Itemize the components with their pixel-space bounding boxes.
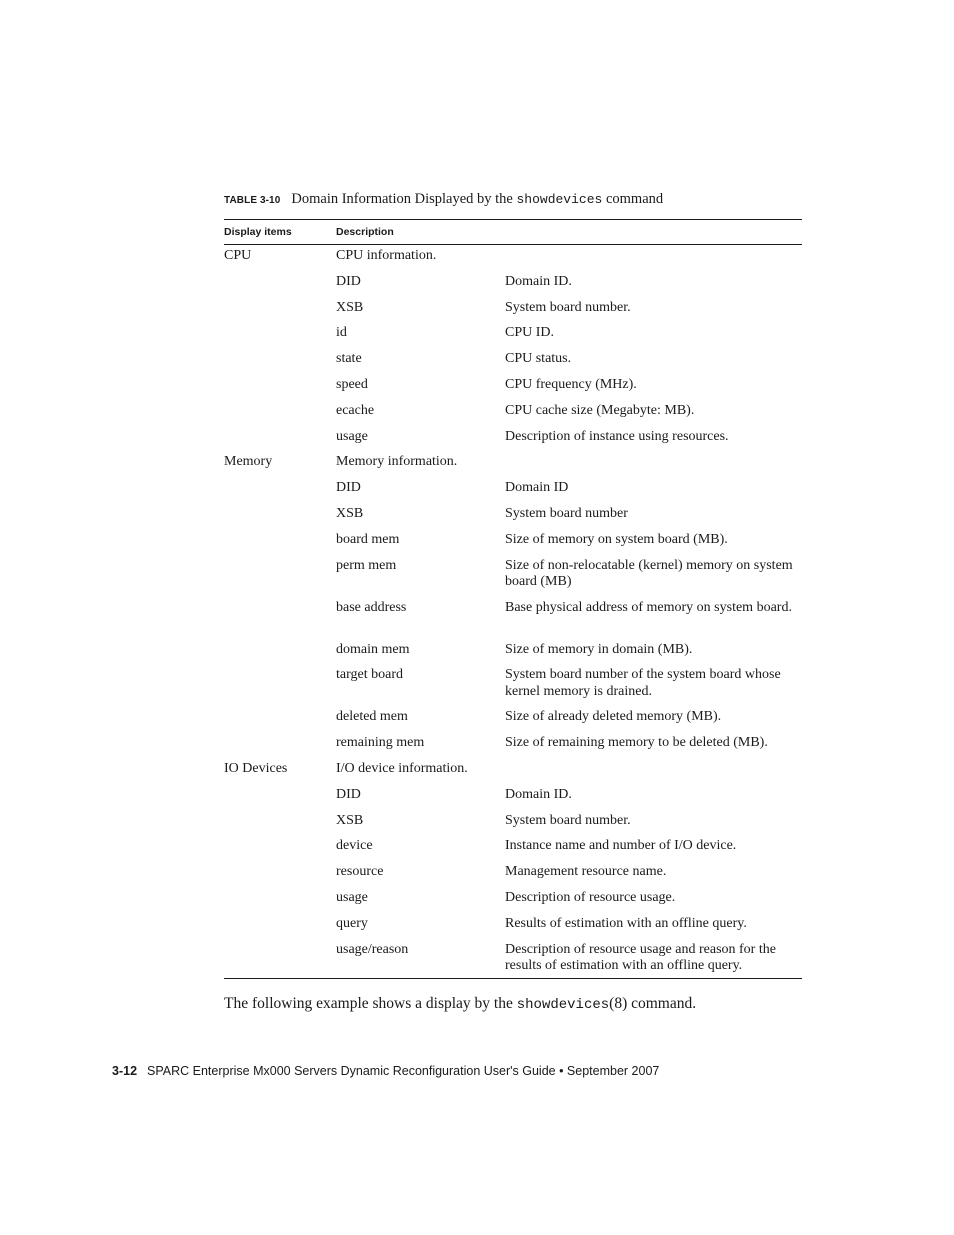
page-number: 3-12 (112, 1064, 138, 1078)
field-description-cell: Instance name and number of I/O device. (505, 838, 737, 854)
caption-text-before: Domain Information Displayed by the (291, 191, 517, 207)
body-text-after: (8) command. (609, 995, 697, 1012)
display-item-cell: Memory (224, 454, 273, 470)
field-description-cell: Size of already deleted memory (MB). (505, 709, 722, 725)
body-paragraph (224, 995, 696, 1013)
section-description-cell: CPU information. (336, 248, 437, 263)
field-name-cell: usage (336, 890, 368, 905)
field-name-cell: DID (336, 273, 361, 289)
field-description-cell: Domain ID. (505, 786, 572, 802)
field-name-cell: XSB (336, 506, 364, 521)
caption-command: showdevices (516, 192, 603, 207)
field-name-cell: XSB (336, 812, 364, 828)
table-caption (224, 191, 824, 208)
table-top-rule (224, 219, 802, 220)
field-description-cell: CPU status. (505, 351, 572, 367)
field-description-cell: Results of estimation with an offline query. (505, 915, 747, 931)
section-description-cell: Memory information. (336, 454, 458, 470)
field-name-cell: board mem (336, 531, 400, 547)
field-description-cell: Base physical address of memory on system board. (505, 599, 792, 615)
table-number: TABLE 3-10 (224, 195, 281, 206)
field-description-cell: Description of instance using resources. (505, 428, 729, 444)
field-name-cell: state (336, 351, 362, 367)
field-name-cell: ecache (336, 402, 375, 418)
field-name-cell: DID (336, 480, 361, 496)
field-description-cell: CPU cache size (Megabyte: MB). (505, 402, 695, 418)
field-name-cell: domain mem (336, 641, 410, 657)
field-name-cell: XSB (336, 299, 364, 315)
field-name-cell: device (336, 838, 373, 854)
display-item-cell: CPU (224, 248, 252, 263)
caption-text-after: command (602, 191, 664, 207)
field-description-cell: System board number. (505, 299, 631, 315)
field-description-cell: CPU frequency (MHz). (505, 377, 637, 392)
field-description-cell: Size of memory in domain (MB). (505, 641, 693, 657)
field-name-cell: remaining mem (336, 735, 425, 751)
field-name-cell: DID (336, 786, 361, 802)
field-name-cell: base address (336, 599, 407, 615)
field-name-cell: id (336, 325, 347, 341)
table-bottom-rule (224, 978, 802, 979)
body-command: showdevices (516, 997, 610, 1013)
section-description-cell: I/O device information. (336, 761, 468, 776)
field-description-cell: System board number (505, 506, 628, 521)
field-description-cell: Domain ID. (505, 273, 572, 289)
body-text-before: The following example shows a display by the (224, 995, 517, 1012)
field-description-cell: System board number. (505, 812, 631, 828)
field-description-cell: Size of remaining memory to be deleted (MB). (505, 735, 768, 751)
field-description-cell: CPU ID. (505, 325, 555, 341)
field-description-cell: Domain ID (505, 480, 569, 496)
field-description-cell: Size of non-relocatable (kernel) memory on system board (MB) (505, 557, 793, 590)
footer-text: SPARC Enterprise Mx000 Servers Dynamic Reconfiguration User's Guide • September 2007 (147, 1064, 660, 1078)
header-display-items: Display items (224, 226, 292, 238)
field-description-cell: Size of memory on system board (MB). (505, 531, 728, 547)
field-name-cell: usage/reason (336, 941, 409, 957)
field-description-cell: Description of resource usage. (505, 890, 676, 905)
field-name-cell: resource (336, 864, 384, 880)
field-name-cell: usage (336, 428, 368, 444)
table-header-rule (224, 244, 802, 245)
field-description-cell: Description of resource usage and reason for the results of estimation with an offline query. (505, 941, 776, 974)
field-name-cell: speed (336, 377, 368, 392)
page-footer (112, 1064, 659, 1078)
field-description-cell: System board number of the system board whose kernel memory is drained. (505, 667, 781, 699)
display-item-cell: IO Devices (224, 761, 288, 776)
field-description-cell: Management resource name. (505, 864, 667, 880)
field-name-cell: deleted mem (336, 709, 408, 725)
header-description: Description (336, 226, 394, 238)
field-name-cell: target board (336, 667, 403, 683)
field-name-cell: perm mem (336, 557, 397, 573)
field-name-cell: query (336, 915, 368, 931)
